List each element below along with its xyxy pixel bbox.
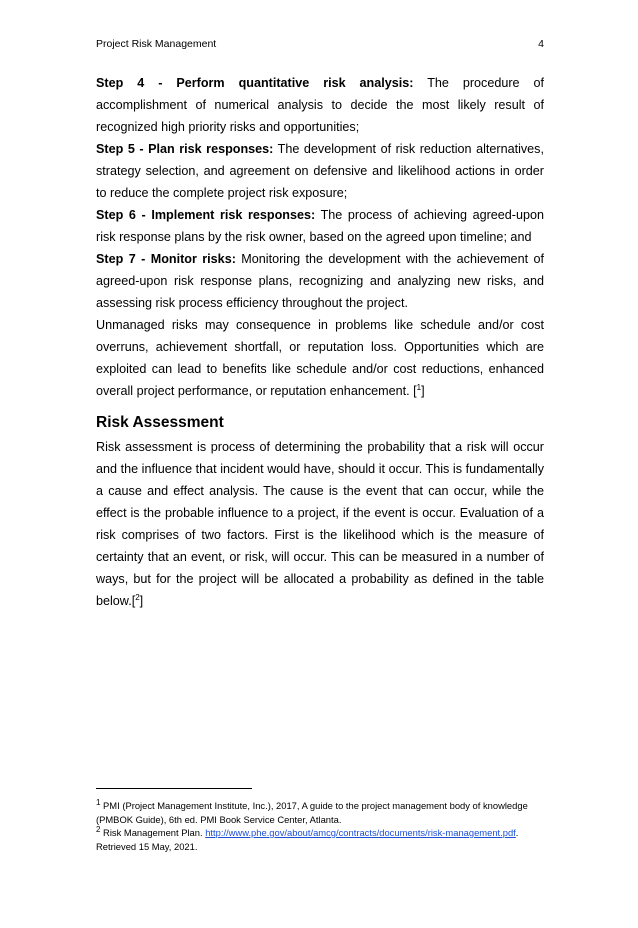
unmanaged-risks-text: Unmanaged risks may consequence in problems like schedule and/or cost overruns, achievement shortfall, or reputation loss. Opportunities which are exploited can lead to benefits like schedule and/or cost reductions, enhanced overall project performance, or reputation enhancement. [ (96, 318, 544, 398)
page-body (96, 72, 544, 612)
footnote-1-number: 1 (96, 797, 101, 807)
running-title: Project Risk Management (96, 38, 217, 50)
risk-assessment-paragraph (96, 436, 544, 612)
step-6-paragraph (96, 204, 544, 248)
footnote-divider (96, 788, 252, 789)
step-4-label: Step 4 - Perform quantitative risk analysis: (96, 76, 414, 90)
step-7-paragraph (96, 248, 544, 314)
footnote-ref-1[interactable]: 1 (416, 382, 422, 392)
footnote-2-retrieved: . Retrieved 15 May, 2021. (96, 827, 519, 852)
bracket-close: ] (421, 384, 425, 398)
footnote-2-number: 2 (96, 824, 101, 834)
step-5-label: Step 5 - Plan risk responses: (96, 142, 274, 156)
step-4-paragraph (96, 72, 544, 138)
footnote-2 (96, 826, 544, 853)
step-6-text: The process of achieving agreed-upon risk response plans by the risk owner, based on the agreed upon timeline; and (96, 208, 544, 244)
step-4-text: The procedure of accomplishment of numerical analysis to decide the most likely result of recognized high priority risks and opportunities; (96, 76, 544, 134)
footnote-2-link[interactable]: http://www.phe.gov/about/amcg/contracts/documents/risk-management.pdf (205, 827, 516, 838)
footnote-2-text: Risk Management Plan. (100, 827, 206, 838)
bracket-close: ] (139, 594, 144, 608)
footnote-1-text: PMI (Project Management Institute, Inc.), 2017, A guide to the project management body of knowledge (PMBOK Guide), 6th ed. PMI Book Service Center, Atlanta. (96, 800, 528, 825)
footnote-1 (96, 799, 544, 826)
unmanaged-risks-paragraph (96, 314, 544, 402)
step-6-label: Step 6 - Implement risk responses: (96, 208, 316, 222)
risk-assessment-heading: Risk Assessment (96, 414, 224, 431)
footnotes (96, 788, 544, 853)
step-7-text: Monitoring the development with the achievement of agreed-upon risk response plans, recognizing and analyzing new risks, and assessing risk process efficiency throughout the project. (96, 252, 544, 310)
page-number: 4 (538, 38, 544, 50)
risk-assessment-text: Risk assessment is process of determining the probability that a risk will occur and the influence that incident would have, should it occur. This is fundamentally a cause and effect analysis. The cause is the event that can occur, while the effect is the probable influence to a project, if the event is occur. Evaluation of a risk comprises of two factors. First is the likelihood which is the measure of certainty that an event, or risk, will occur. This can be measured in a number of ways, but for the project will be allocated a probability as defined in the table below.[ (96, 440, 544, 608)
step-7-label: Step 7 - Monitor risks: (96, 252, 236, 266)
step-5-paragraph (96, 138, 544, 204)
step-5-text: The development of risk reduction alternatives, strategy selection, and agreement on defensive and likelihood actions in order to reduce the complete project risk exposure; (96, 142, 544, 200)
footnote-ref-2[interactable]: 2 (135, 592, 140, 602)
